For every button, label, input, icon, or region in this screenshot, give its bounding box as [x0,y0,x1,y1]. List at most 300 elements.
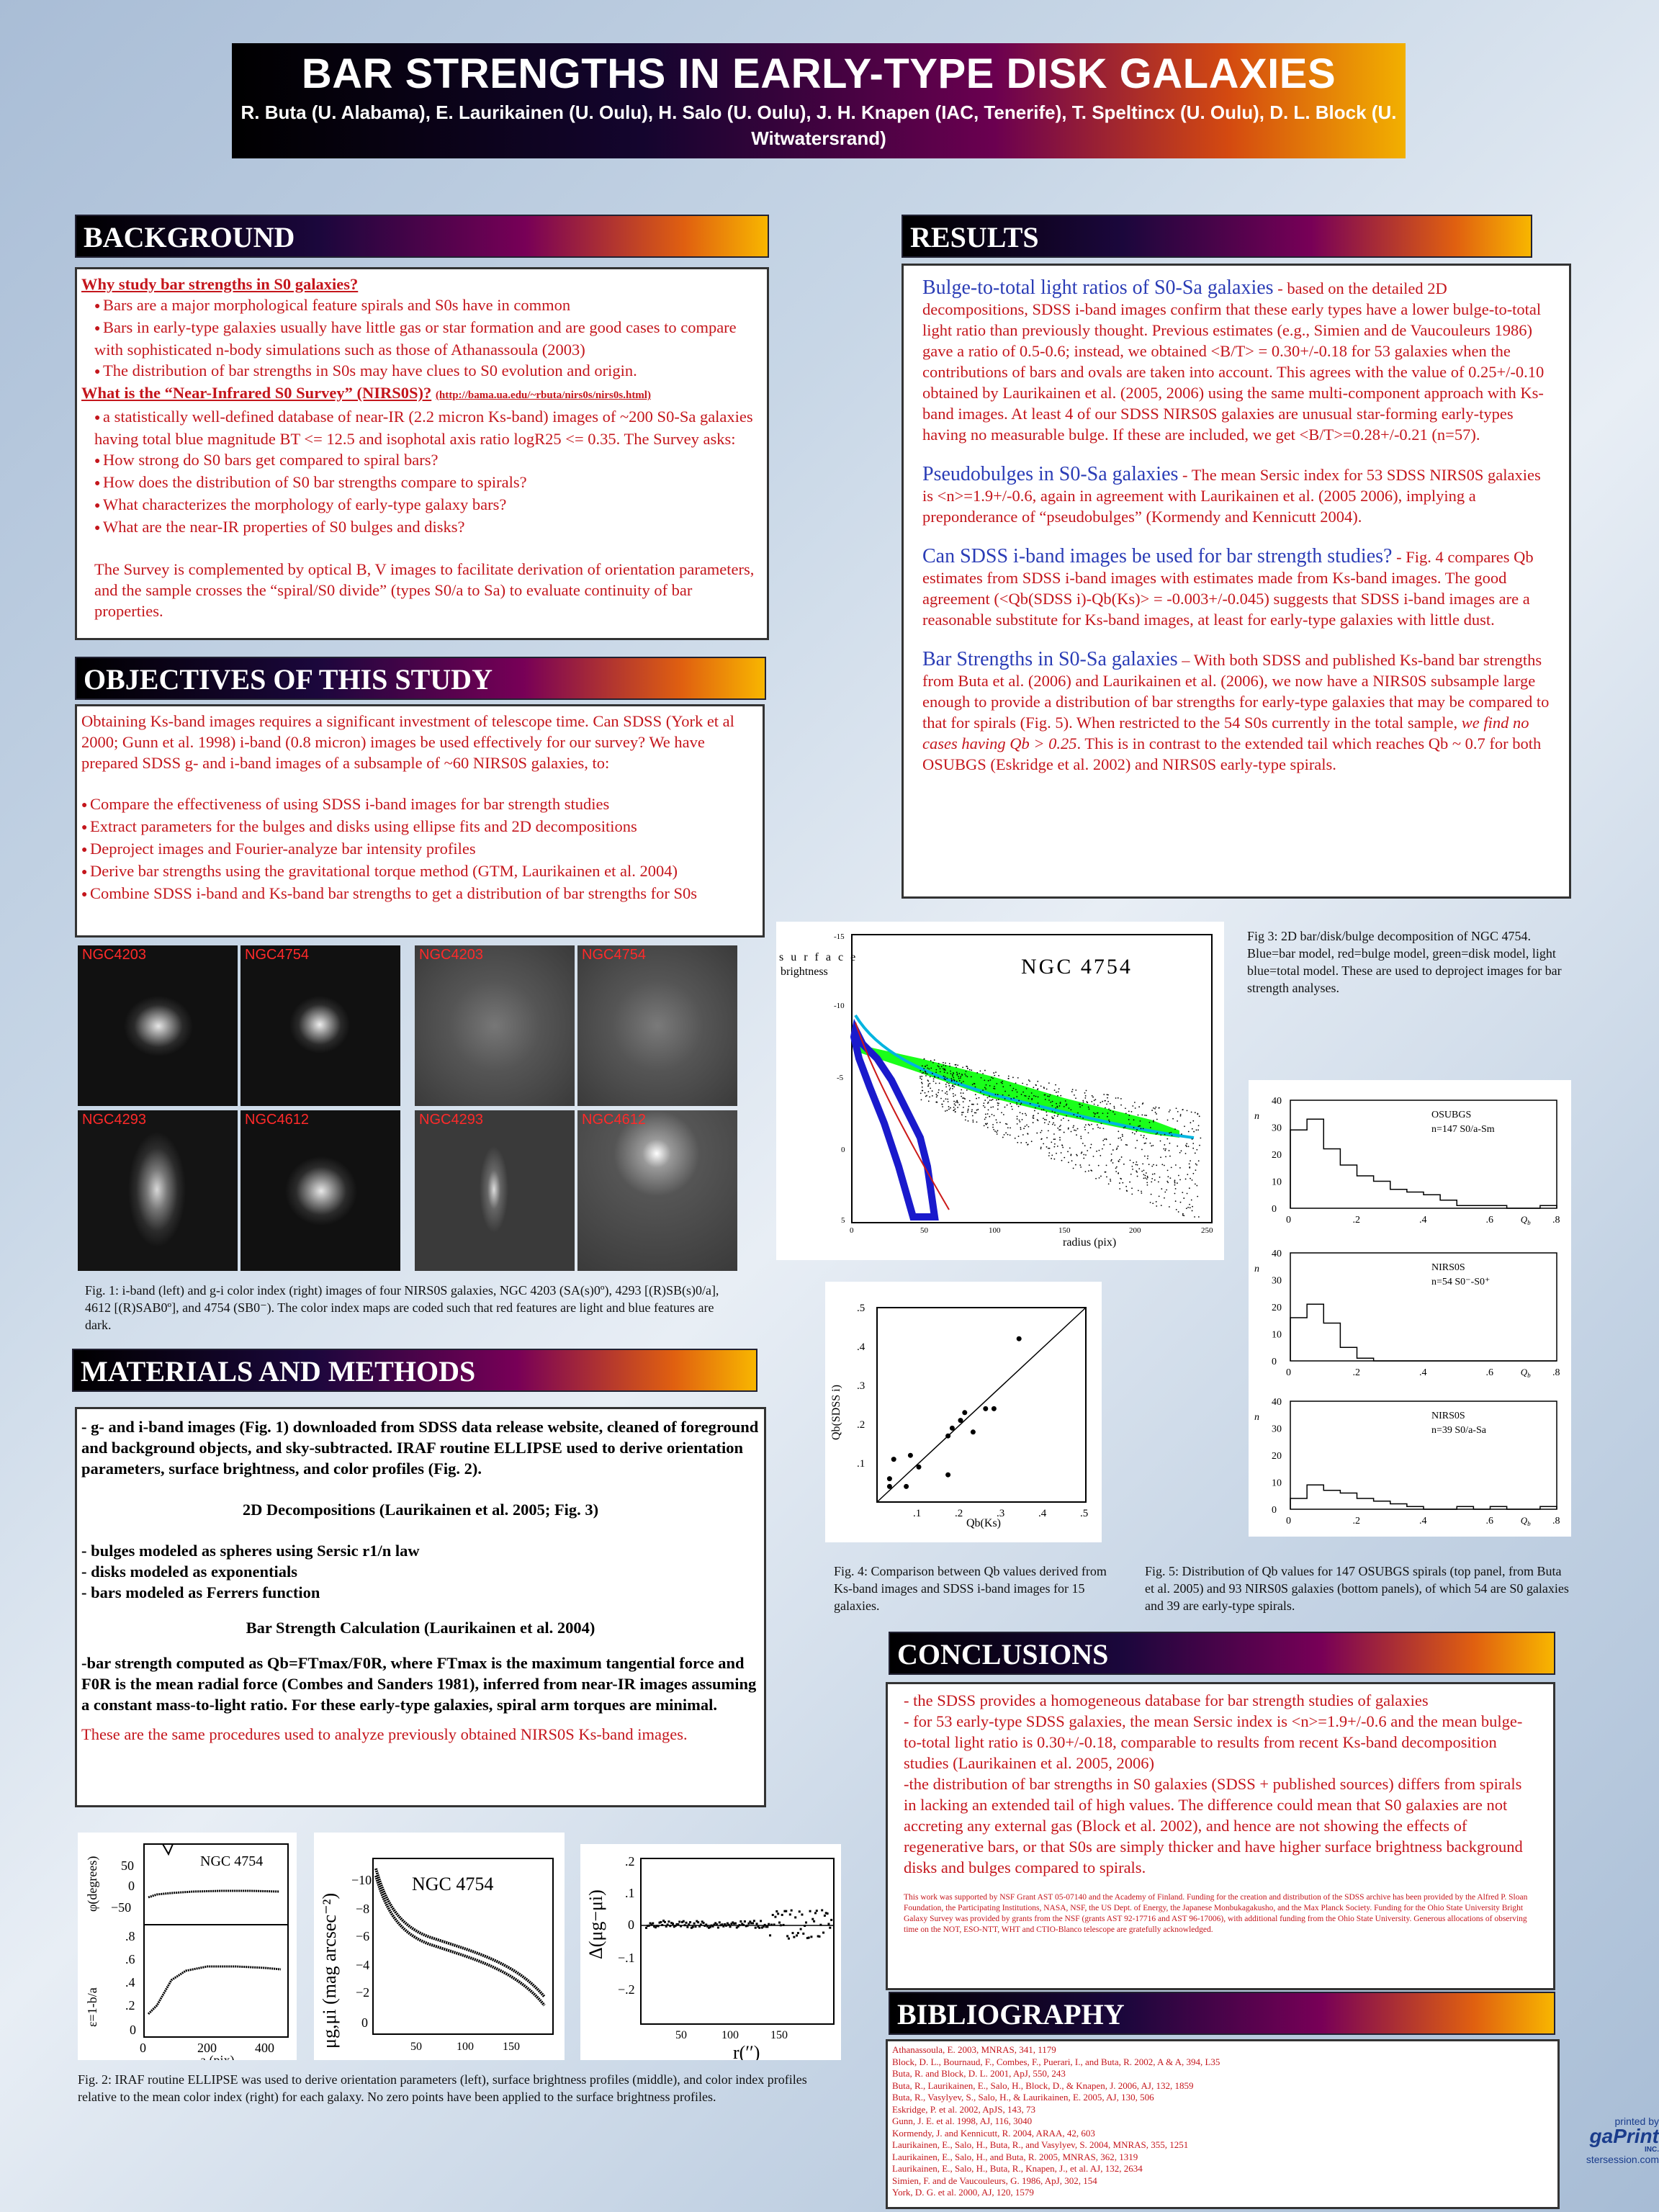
background-bullet-b-3: ● What characterizes the morphology of early-type galaxy bars? [94,494,763,516]
methods-header: MATERIALS AND METHODS [72,1349,757,1392]
decomposition-point [1041,1138,1043,1140]
decomposition-point [1018,1100,1020,1102]
decomposition-point [1133,1162,1134,1164]
svg-text:250: 250 [1201,1226,1213,1235]
decomposition-point [1192,1128,1193,1130]
decomposition-point [1143,1137,1144,1138]
decomposition-point [1052,1124,1053,1125]
decomposition-point [995,1071,997,1073]
decomposition-point [1041,1130,1043,1131]
decomposition-point [953,1073,954,1074]
decomposition-point [965,1116,966,1118]
svg-text:.6: .6 [125,1952,135,1966]
decomposition-point [1015,1089,1017,1090]
svg-text:0: 0 [128,1879,135,1893]
figure-4 [825,1282,1102,1542]
decomposition-point [1120,1178,1122,1179]
decomposition-point [968,1108,969,1110]
fig5-ylabel: n [1254,1412,1259,1423]
fig5-xtick: .8 [1552,1215,1560,1226]
decomposition-point [1056,1103,1057,1105]
decomposition-point [1001,1082,1002,1083]
decomposition-point [1146,1178,1148,1179]
decomposition-point [1132,1169,1133,1170]
decomposition-point [1148,1164,1150,1165]
decomposition-point [1167,1120,1169,1121]
decomposition-point [1034,1110,1035,1112]
qb-histograms [1249,1080,1571,1537]
decomposition-point [925,1092,926,1094]
decomposition-point [1038,1097,1039,1098]
reference-3: Buta, R., Laurikainen, E., Salo, H., Block, D., & Knapen, J. 2006, AJ, 132, 1859 [892,2080,1194,2091]
fig4-ytick: .2 [857,1419,866,1431]
decomposition-point [1147,1184,1148,1186]
decomposition-point [1066,1104,1067,1105]
decomposition-point [936,1097,938,1098]
results-sdss: Can SDSS i-band images be used for bar strength studies? - Fig. 4 compares Qb estimates from SDSS i-band images with estimates made from Ks-band images. The good agreement (<Qb(SDSS i)-Qb(Ks)> = -0.003+/-0.045) suggests that SDSS i-band images are a reasonable substitute for Ks-band images, at least for early-type galaxies with little dust. [922,545,1534,629]
decomposition-point [1020,1104,1021,1105]
decomposition-point [1008,1078,1010,1079]
decomposition-point [958,1084,959,1086]
decomposition-point [1048,1152,1050,1154]
color-index-point [789,1913,791,1915]
decomposition-point [1073,1125,1074,1127]
decomposition-point [1092,1128,1094,1130]
decomposition-point [985,1123,986,1125]
decomposition-point [981,1077,982,1079]
fig5-ytick: 20 [1272,1451,1282,1462]
decomposition-point [1130,1159,1131,1161]
decomposition-point [993,1129,994,1130]
decomposition-point [927,1065,928,1066]
svg-text:50: 50 [121,1858,134,1873]
galaxy-image-ngc4203-i: NGC4203 [78,945,238,1106]
decomposition-point [1107,1101,1109,1102]
decomposition-point [921,1079,922,1080]
decomposition-point [1169,1111,1170,1112]
reference-11: Simien, F. and de Vaucouleurs, G. 1986, ApJ, 302, 154 [892,2175,1097,2186]
reference-12: York, D. G. et al. 2000, AJ, 120, 1579 [892,2187,1034,2198]
decomposition-point [1109,1121,1110,1123]
figure-1-caption: Fig. 1: i-band (left) and g-i color index (right) images of four NIRS0S galaxies, NGC 4203 (SA(s)0º), 4293 [(R)SB(s)0/a], 4612 [(R)SAB0º], and 4754 (SB0⁻). The color index maps are coded such that red features are light and blue features are dark. [85,1283,719,1332]
decomposition-point [1185,1153,1187,1154]
decomposition-point [998,1099,999,1100]
color-index-point [810,1936,812,1938]
color-index-plot [580,1844,841,2060]
decomposition-point [1046,1112,1047,1113]
decomposition-point [1152,1145,1154,1146]
decomposition-point [1052,1118,1053,1119]
nirs0s-link[interactable]: (http://bama.ua.edu/~rbuta/nirs0s/nirs0s.html) [435,390,651,401]
decomposition-point [1112,1162,1114,1164]
decomposition-point [1061,1160,1063,1161]
decomposition-point [1135,1147,1136,1148]
methods-bar: - bars modeled as Ferrers function [81,1583,320,1601]
decomposition-point [968,1120,969,1122]
decomposition-point [1051,1105,1053,1107]
decomposition-point [945,1065,946,1066]
decomposition-point [1002,1094,1004,1096]
svg-text:.1: .1 [625,1886,635,1900]
decomposition-point [1166,1138,1168,1140]
decomposition-point [1094,1113,1096,1115]
decomposition-point [1182,1215,1184,1216]
decomposition-point [952,1074,953,1076]
svg-text:0: 0 [841,1146,845,1154]
decomposition-point [1174,1182,1176,1184]
objective-item-0: ● Compare the effectiveness of using SDSS i-band images for bar strength studies [81,793,758,816]
decomposition-point [1153,1164,1154,1166]
svg-text:−.2: −.2 [618,1982,635,1997]
decomposition-point [1133,1127,1135,1128]
svg-text:.4: .4 [125,1975,135,1990]
svg-text:-10: -10 [834,1002,845,1010]
decomposition-point [1135,1107,1136,1109]
methods-panel [75,1407,766,1807]
decomposition-point [930,1060,932,1061]
decomposition-point [1138,1115,1139,1116]
decomposition-point [1142,1102,1143,1104]
conclusions-panel [886,1682,1555,1990]
decomposition-point [984,1087,986,1088]
fig5-xlabel: $Q_b$ [1520,1515,1531,1527]
fig5-xtick: .6 [1485,1367,1493,1378]
decomposition-point [1012,1076,1014,1078]
color-index-point [755,1927,757,1929]
color-index-point [657,1925,660,1927]
decomposition-point [953,1110,954,1111]
decomposition-point [1195,1153,1196,1154]
decomposition-point [1188,1146,1190,1147]
objectives-list [81,793,758,905]
decomposition-point [1012,1090,1013,1092]
decomposition-point [1190,1207,1191,1208]
decomposition-point [938,1063,940,1064]
decomposition-point [1079,1106,1081,1107]
decomposition-point [1146,1138,1147,1139]
decomposition-point [1195,1183,1196,1184]
decomposition-point [1190,1122,1191,1123]
fig4-ylabel: Qb(SDSS i) [830,1385,842,1440]
decomposition-point [1076,1134,1077,1136]
decomposition-point [1061,1120,1062,1121]
color-index-point [661,1924,663,1926]
author-list: R. Buta (U. Alabama), E. Laurikainen (U. Oulu), H. Salo (U. Oulu), J. H. Knapen (IAC, Tenerife), T. Speltincx (U. Oulu), D. L. Block (U. Witwatersrand) [240,102,1397,149]
decomposition-point [1178,1175,1179,1177]
decomposition-point [1158,1181,1159,1182]
decomposition-point [998,1103,999,1105]
color-index-point [703,1922,705,1924]
fig4-point [945,1473,950,1478]
decomposition-point [1038,1112,1039,1114]
background-header: BACKGROUND [75,215,769,258]
decomposition-point [1147,1156,1148,1157]
decomposition-point [960,1077,961,1079]
decomposition-point [1184,1125,1185,1127]
decomposition-point [987,1127,989,1128]
svg-text:100: 100 [989,1226,1001,1235]
figure-1 [78,945,740,1271]
decomposition-point [1073,1114,1074,1115]
decomposition-point [1145,1177,1146,1179]
decomposition-point [1169,1143,1171,1144]
decomposition-point [1033,1095,1035,1097]
decomposition-point [1050,1102,1051,1103]
decomposition-point [938,1089,940,1091]
fig5-ylabel: n [1254,1264,1259,1274]
decomposition-point [1152,1202,1154,1204]
decomposition-point [976,1072,978,1074]
decomposition-point [1020,1128,1022,1130]
decomposition-point [997,1109,999,1110]
decomposition-point [1154,1108,1156,1110]
color-index-point [693,1923,696,1925]
decomposition-point [982,1073,984,1074]
decomposition-point [1138,1190,1139,1191]
decomposition-point [920,1070,921,1071]
decomposition-point [927,1079,929,1081]
decomposition-point [1082,1105,1083,1106]
decomposition-point [1151,1181,1152,1182]
decomposition-point [935,1083,937,1084]
reference-9: Laurikainen, E., Salo, H., and Buta, R. 2005, MNRAS, 362, 1319 [892,2151,1138,2162]
decomposition-point [1164,1192,1166,1193]
decomposition-point [1161,1164,1163,1165]
decomposition-point [1075,1164,1076,1166]
fig4-xtick: .3 [997,1508,1005,1519]
decomposition-point [1095,1178,1097,1179]
decomposition-point [1136,1172,1138,1173]
decomposition-point [922,1072,923,1074]
fig5-frame [1290,1401,1557,1509]
decomposition-point [1174,1181,1175,1182]
decomposition-point [1099,1150,1100,1151]
fig4-point [945,1434,950,1439]
fig4-ytick: .3 [857,1380,866,1392]
decomposition-point [1108,1183,1110,1184]
fig5-xtick: .8 [1552,1367,1560,1378]
decomposition-point [1151,1178,1153,1179]
decomposition-point [1035,1084,1037,1086]
svg-text:100: 100 [721,2029,739,2041]
decomposition-point [994,1130,996,1132]
decomposition-point [953,1079,955,1081]
decomposition-point [1085,1095,1087,1097]
decomposition-point [1187,1207,1189,1208]
decomposition-point [1044,1094,1046,1096]
fig4-point [1017,1336,1022,1341]
svg-text:200: 200 [197,2041,217,2055]
decomposition-point [1017,1092,1018,1093]
decomposition-point [1086,1090,1087,1092]
color-index-point [752,1922,754,1924]
decomposition-point [1015,1082,1017,1084]
fig5-histogram [1290,1119,1557,1208]
decomposition-point [1010,1098,1012,1100]
decomposition-point [1110,1103,1111,1105]
fig2-left-ylabel-top: φ(degrees) [85,1856,99,1912]
decomposition-point [1026,1125,1028,1126]
decomposition-point [1075,1130,1076,1131]
decomposition-point [1147,1158,1148,1159]
decomposition-point [1054,1138,1056,1140]
decomposition-point [1084,1097,1086,1099]
decomposition-point [1097,1112,1099,1114]
decomposition-point [1048,1148,1049,1149]
decomposition-point [1190,1178,1191,1179]
decomposition-point [922,1090,923,1092]
decomposition-point [1191,1200,1192,1201]
results-pseudobulges: Pseudobulges in S0-Sa galaxies - The mean Sersic index for 53 SDSS NIRS0S galaxies is <n>=1.9+/-0.6, again in agreement with Laurikainen et al. (2005 2006), implying a preponderance of “pseudobulges” (Kormendy and Kennicutt 2004). [922,463,1541,526]
fig5-ytick: 10 [1272,1177,1282,1188]
decomposition-point [1120,1098,1122,1100]
color-index-point [667,1920,670,1923]
decomposition-point [946,1091,948,1092]
background-bullet-a-0: ● Bars are a major morphological feature spirals and S0s have in common [94,295,763,317]
decomposition-point [1149,1122,1151,1123]
decomposition-point [984,1079,985,1081]
decomposition-point [1044,1119,1046,1120]
decomposition-point [1151,1146,1152,1147]
decomposition-point [1048,1096,1050,1097]
decomposition-point [1072,1127,1074,1128]
svg-text:brightness: brightness [781,966,828,978]
decomposition-point [1116,1148,1118,1150]
decomposition-point [1054,1143,1056,1145]
decomposition-point [1179,1167,1181,1169]
fig5-xtick: .4 [1419,1367,1427,1378]
decomposition-point [994,1086,995,1087]
decomposition-point [1017,1142,1018,1143]
decomposition-point [1019,1121,1020,1123]
decomposition-point [1196,1164,1197,1166]
decomposition-point [1156,1205,1157,1207]
decomposition-point [1016,1102,1017,1104]
methods-strength-heading: Bar Strength Calculation (Laurikainen et al. 2004) [246,1619,595,1637]
decomposition-point [952,1075,953,1076]
decomposition-point [964,1098,966,1100]
decomposition-point [1170,1132,1172,1133]
decomposition-point [975,1087,976,1088]
decomposition-point [928,1100,930,1102]
decomposition-point [953,1096,954,1097]
decomposition-point [1058,1091,1059,1092]
decomposition-point [1123,1164,1125,1165]
decomposition-point [1040,1147,1042,1148]
decomposition-point [989,1096,990,1097]
decomposition-point [1195,1112,1196,1113]
decomposition-point [1097,1124,1098,1125]
decomposition-point [1130,1174,1132,1175]
svg-text:−10: −10 [351,1873,372,1887]
decomposition-point [935,1102,937,1103]
decomposition-point [1086,1101,1087,1102]
decomposition-point [1061,1152,1062,1154]
decomposition-point [949,1063,950,1064]
decomposition-point [954,1108,956,1110]
decomposition-point [1161,1205,1162,1206]
galaxy-image-ngc4293-i: NGC4293 [78,1110,238,1271]
fig5-ytick: 20 [1272,1303,1282,1313]
fig2-left-ylabel-bottom: ε=1-b/a [85,1987,99,2027]
decomposition-point [1054,1125,1056,1126]
decomposition-point [972,1120,974,1121]
decomposition-point [1048,1082,1050,1084]
decomposition-point [935,1071,937,1073]
color-index-point [645,1927,647,1929]
decomposition-point [1003,1114,1004,1115]
decomposition-point [1110,1110,1111,1111]
decomposition-point [956,1100,958,1102]
decomposition-point [941,1104,943,1105]
objectives-intro: Obtaining Ks-band images requires a significant investment of telescope time. Can SDSS (York et al 2000; Gunn et al. 1998) i-band (0.8 micron) images be used effectively for our survey? We have prepared SDSS g- and i-band images of a subsample of ~60 NIRS0S galaxies, to: [81,712,734,772]
decomposition-point [966,1066,968,1067]
decomposition-point [1023,1128,1025,1129]
decomposition-point [1062,1145,1064,1146]
decomposition-point [1100,1155,1101,1156]
fig4-point [887,1484,892,1489]
decomposition-point [1147,1176,1148,1177]
decomposition-point [961,1074,963,1076]
decomposition-point [979,1097,980,1099]
fig5-ytick: 10 [1272,1329,1282,1341]
decomposition-point [940,1068,941,1069]
decomposition-point [1031,1141,1033,1142]
objective-item-1: ● Extract parameters for the bulges and disks using ellipse fits and 2D decompositions [81,816,758,838]
decomposition-point [1013,1097,1015,1099]
decomposition-point [1005,1132,1007,1133]
decomposition-point [1102,1101,1103,1102]
decomposition-point [976,1121,978,1123]
decomposition-point [1079,1164,1081,1166]
decomposition-point [942,1090,943,1092]
decomposition-point [935,1094,937,1095]
decomposition-point [1192,1173,1194,1174]
fig5-panel-title: NIRS0S [1431,1262,1465,1273]
figure-5-caption: Fig. 5: Distribution of Qb values for 147 OSUBGS spirals (top panel, from Buta et al. 2005) and 93 NIRS0S galaxies (bottom panels), of which 54 are S0 galaxies and 39 are early-type spirals. [1145,1564,1569,1613]
decomposition-point [1169,1206,1170,1208]
decomposition-point [1002,1083,1003,1084]
qb-comparison-scatter [825,1282,1102,1542]
decomposition-point [945,1069,946,1071]
decomposition-point [963,1081,964,1082]
decomposition-point [971,1069,972,1071]
decomposition-point [1094,1100,1095,1101]
decomposition-point [1067,1151,1069,1152]
decomposition-point [1071,1131,1072,1133]
svg-text:0: 0 [130,2023,136,2037]
fig2-mid-ylabel: μg,μi (mag arcsec⁻²) [319,1892,340,2049]
decomposition-point [1115,1171,1117,1172]
decomposition-point [1053,1138,1055,1140]
decomposition-point [984,1125,985,1126]
decomposition-point [972,1115,974,1117]
color-index-point [648,1925,650,1927]
decomposition-point [962,1066,963,1068]
decomposition-point [996,1119,997,1120]
decomposition-point [1154,1179,1156,1181]
decomposition-point [1091,1101,1092,1102]
decomposition-point [1143,1174,1144,1175]
decomposition-point [1069,1147,1071,1148]
decomposition-point [1020,1112,1021,1113]
color-index-point [685,1922,688,1924]
decomposition-point [1097,1127,1099,1128]
fig2-left-xlabel: a (pix) [200,2053,235,2060]
decomposition-point [1143,1143,1145,1144]
decomposition-point [961,1082,962,1084]
color-index-point [700,1923,702,1925]
